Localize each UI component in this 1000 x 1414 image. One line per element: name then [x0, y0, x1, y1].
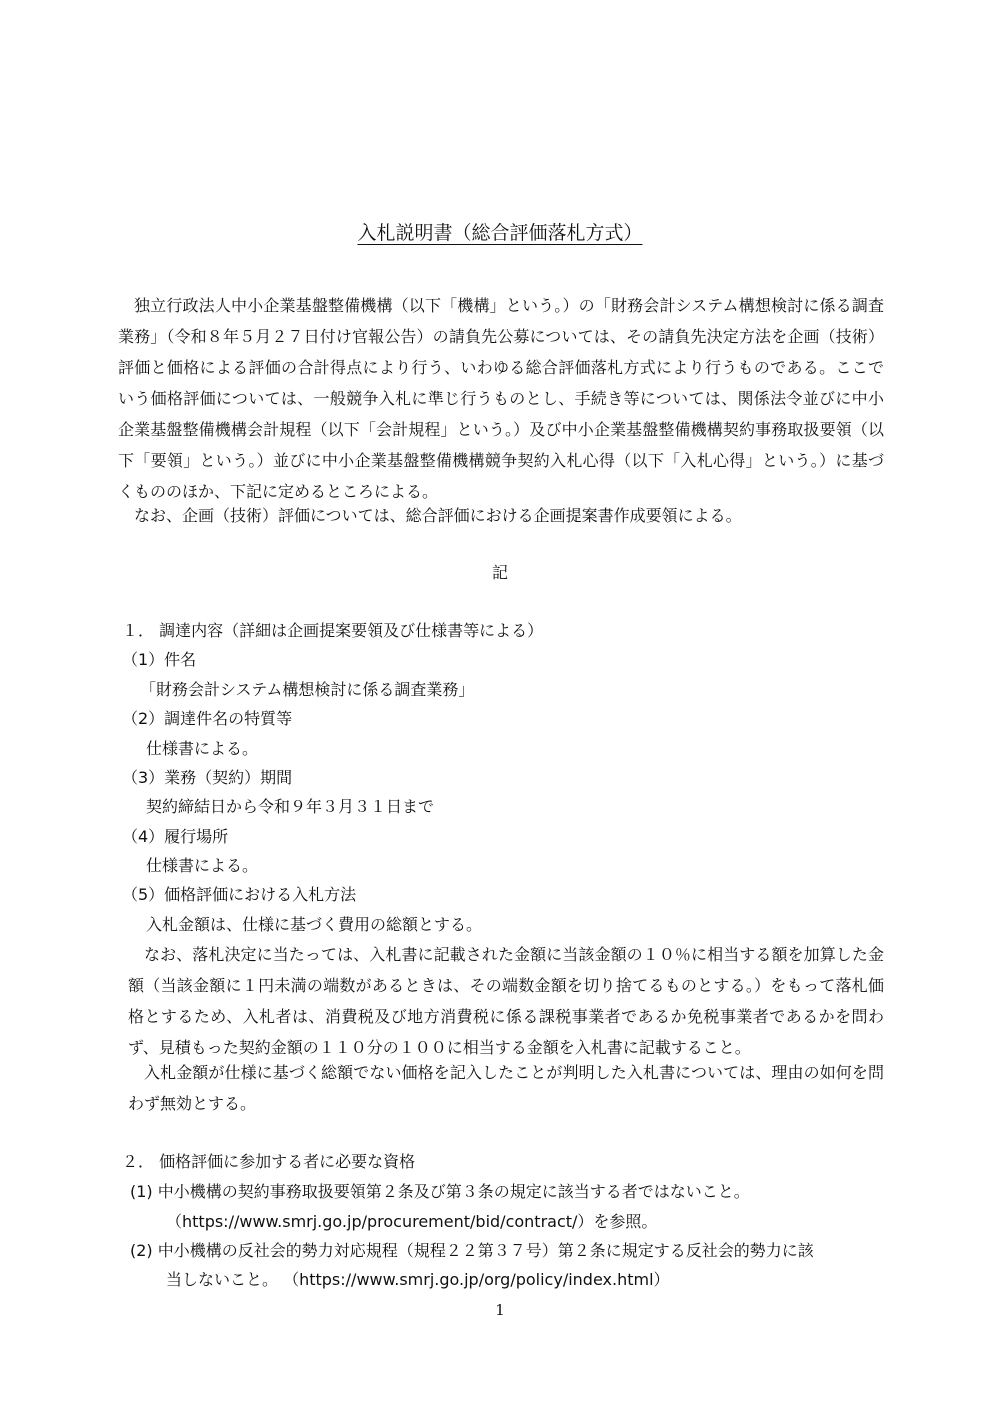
section2-item1-url: （https://www.smrj.go.jp/procurement/bid/contract/）を参照。	[166, 1212, 658, 1231]
section1-item3-label: （3）業務（契約）期間	[122, 768, 293, 787]
ki-heading: 記	[491, 563, 508, 582]
section2-item2-text: (2) 中小機構の反社会的勢力対応規程（規程２２第３７号）第２条に規定する反社会的勢力に該	[130, 1241, 814, 1260]
section1-item5-p2: なお、落札決定に当たっては、入札書に記載された金額に当該金額の１０％に相当する額を加算した金額（当該金額に１円未満の端数があるときは、その端数金額を切り捨てるものとする。）をもって落札価格とするため、入札者は、消費税及び地方消費税に係る課税事業者であるか免税事業者であるかを問わず、見積もった契約金額の１１０分の１００に相当する金額を入札書に記載すること。	[128, 945, 884, 1057]
document-title: 入札説明書（総合評価落札方式）	[357, 222, 643, 244]
intro-paragraph: 独立行政法人中小企業基盤整備機構（以下「機構」という。）の「財務会計システム構想検討に係る調査業務」（令和８年５月２７日付け官報公告）の請負先公募については、その請負先決定方法を企画（技術）評価と価格による評価の合計得点により行う、いわゆる総合評価落札方式により行うものである。ここでいう価格評価については、一般競争入札に準じ行うものとし、手続き等については、関係法令並びに中小企業基盤整備機構会計規程（以下「会計規程」という。）及び中小企業基盤整備機構契約事務取扱要領（以下「要領」という。）並びに中小企業基盤整備機構競争契約入札心得（以下「入札心得」という。）に基づくもののほか、下記に定めるところによる。	[118, 296, 884, 501]
page-number: 1	[495, 1301, 505, 1319]
section1-item1-value: 「財務会計システム構想検討に係る調査業務」	[140, 680, 475, 699]
section2-heading: ２． 価格評価に参加する者に必要な資格	[122, 1152, 416, 1171]
section1-item2-value: 仕様書による。	[146, 739, 259, 758]
section1-heading: １． 調達内容（詳細は企画提案要領及び仕様書等による）	[122, 621, 544, 640]
section1-item2-label: （2）調達件名の特質等	[122, 709, 293, 728]
section1-item4-value: 仕様書による。	[146, 856, 259, 875]
section2-item1-text: (1) 中小機構の契約事務取扱要領第２条及び第３条の規定に該当する者ではないこと。	[130, 1182, 750, 1201]
intro-note: なお、企画（技術）評価については、総合評価における企画提案書作成要領による。	[134, 506, 742, 525]
section1-item3-value: 契約締結日から令和９年３月３１日まで	[146, 797, 435, 816]
section1-item4-label: （4）履行場所	[122, 827, 229, 846]
section1-item1-label: （1）件名	[122, 650, 197, 669]
section1-item5-p1: 入札金額は、仕様に基づく費用の総額とする。	[146, 915, 483, 934]
section1-item5-label: （5）価格評価における入札方法	[122, 885, 357, 904]
section2-item2-cont: 当しないこと。 （https://www.smrj.go.jp/org/policy/index.html）	[166, 1270, 670, 1289]
section1-item5-p3: 入札金額が仕様に基づく総額でない価格を記入したことが判明した入札書については、理由の如何を問わず無効とする。	[128, 1063, 884, 1113]
